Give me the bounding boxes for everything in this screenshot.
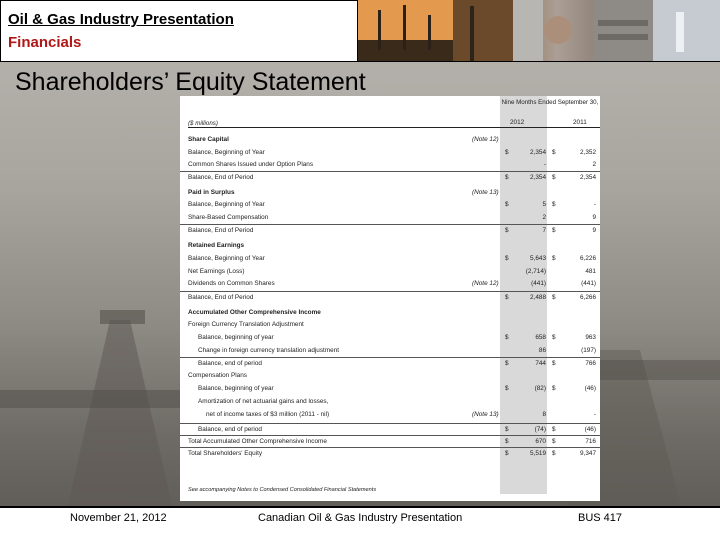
statement-row [180, 240, 600, 252]
row-value-2011: 6,266 [580, 294, 596, 301]
row-value-2012: 2,488 [530, 294, 546, 301]
row-value-2012: 5,643 [530, 255, 546, 262]
row-value-2011: 716 [585, 438, 596, 445]
row-value-2012: 7 [542, 227, 546, 234]
row-label: Balance, beginning of year [198, 334, 274, 341]
row-currency-2011: $ [552, 334, 556, 341]
row-currency-2012: $ [505, 149, 509, 156]
row-value-2012: 5 [542, 201, 546, 208]
statement-row [180, 383, 600, 395]
header-divider [188, 127, 600, 128]
footer-presentation-name: Canadian Oil & Gas Industry Presentation [258, 512, 463, 524]
row-value-2011: 2,354 [580, 174, 596, 181]
statement-row [180, 266, 600, 278]
row-label: Balance, Beginning of Year [188, 149, 265, 156]
footer-date: November 21, 2012 [70, 512, 167, 524]
statement-row [180, 435, 600, 447]
row-value-2011: (441) [581, 280, 596, 287]
row-value-2012: 658 [535, 334, 546, 341]
row-label: Compensation Plans [188, 372, 247, 379]
statement-row [180, 171, 600, 183]
row-value-2011: (197) [581, 347, 596, 354]
row-label: Share Capital [188, 136, 229, 143]
row-currency-2012: $ [505, 201, 509, 208]
equity-statement-document [180, 96, 600, 501]
statement-row [180, 291, 600, 303]
statement-row [180, 278, 600, 290]
row-value-2011: - [593, 201, 596, 208]
row-label: Amortization of net actuarial gains and losses, [198, 398, 329, 405]
statement-row [180, 319, 600, 331]
row-value-2012: 2,354 [530, 174, 546, 181]
row-label: Common Shares Issued under Option Plans [188, 161, 314, 168]
year-2012-header: 2012 [510, 119, 525, 126]
row-currency-2011: $ [552, 294, 556, 301]
row-label: Total Accumulated Other Comprehensive Income [188, 438, 327, 445]
row-value-2011: 2 [592, 161, 596, 168]
statement-footnote: See accompanying Notes to Condensed Consolidated Financial Statements [188, 487, 377, 493]
statement-row [180, 345, 600, 357]
header-title-box [0, 0, 358, 62]
footer-course-code: BUS 417 [578, 512, 623, 524]
section-subtitle: Financials [8, 34, 82, 51]
row-value-2012: 86 [538, 347, 546, 354]
row-label: Balance, End of Period [188, 294, 254, 301]
row-value-2012: 8 [542, 411, 546, 418]
row-value-2012: 5,519 [530, 450, 546, 457]
row-label: Dividends on Common Shares [188, 280, 275, 287]
row-value-2011: (46) [584, 426, 596, 433]
row-value-2011: 9,347 [580, 450, 596, 457]
statement-row [180, 147, 600, 159]
row-label: Balance, End of Period [188, 227, 254, 234]
row-currency-2012: $ [505, 334, 509, 341]
row-label: Share-Based Compensation [188, 214, 269, 221]
statement-row [180, 332, 600, 344]
row-currency-2011: $ [552, 227, 556, 234]
row-value-2011: 9 [592, 214, 596, 221]
row-label: Total Shareholders' Equity [188, 450, 263, 457]
row-currency-2012: $ [505, 438, 509, 445]
row-value-2012: (74) [534, 426, 546, 433]
row-label: net of income taxes of $3 million (2011 - nil) [206, 411, 330, 418]
row-value-2011: 9 [592, 227, 596, 234]
statement-row [180, 159, 600, 171]
row-label: Accumulated Other Comprehensive Income [188, 309, 321, 316]
row-label: Retained Earnings [188, 242, 245, 249]
row-currency-2011: $ [552, 426, 556, 433]
statement-row [180, 409, 600, 421]
row-value-2011: 2,352 [580, 149, 596, 156]
row-label: Balance, end of period [198, 360, 262, 367]
row-currency-2011: $ [552, 201, 556, 208]
row-value-2012: 2,354 [530, 149, 546, 156]
row-label: Balance, beginning of year [198, 385, 274, 392]
row-currency-2012: $ [505, 426, 509, 433]
row-value-2011: - [593, 411, 596, 418]
row-currency-2012: $ [505, 227, 509, 234]
row-currency-2011: $ [552, 450, 556, 457]
row-label: Balance, Beginning of Year [188, 201, 265, 208]
row-label: Change in foreign currency translation adjustment [198, 347, 340, 354]
row-currency-2011: $ [552, 438, 556, 445]
row-value-2012: (441) [531, 280, 546, 287]
row-value-2011: 963 [585, 334, 596, 341]
row-value-2011: (46) [584, 385, 596, 392]
year-2011-header: 2011 [573, 119, 587, 126]
row-currency-2011: $ [552, 149, 556, 156]
row-note: (Note 12) [472, 136, 499, 143]
row-currency-2011: $ [552, 174, 556, 181]
row-value-2011: 481 [585, 268, 596, 275]
row-label: Balance, end of period [198, 426, 262, 433]
row-currency-2011: $ [552, 360, 556, 367]
header-photo-collage [358, 0, 720, 62]
row-value-2012: - [543, 161, 546, 168]
presentation-title: Oil & Gas Industry Presentation [8, 11, 234, 28]
collage-illustration [358, 0, 720, 62]
row-label: Balance, End of Period [188, 174, 254, 181]
statement-row [180, 370, 600, 382]
row-value-2012: 670 [535, 438, 546, 445]
row-value-2012: 744 [535, 360, 546, 367]
statement-row [180, 212, 600, 224]
period-heading: Nine Months Ended September 30, [501, 99, 599, 106]
slide-title: Shareholders’ Equity Statement [15, 68, 366, 96]
statement-row [180, 134, 600, 146]
row-currency-2011: $ [552, 385, 556, 392]
statement-row [180, 307, 600, 319]
row-currency-2012: $ [505, 294, 509, 301]
statement-row [180, 187, 600, 199]
row-note: (Note 13) [472, 411, 499, 418]
row-label: Net Earnings (Loss) [188, 268, 245, 275]
row-label: Foreign Currency Translation Adjustment [188, 321, 304, 328]
statement-row [180, 396, 600, 408]
row-value-2012: (2,714) [525, 268, 546, 275]
statement-row [180, 423, 600, 435]
statement-row [180, 199, 600, 211]
row-note: (Note 12) [472, 280, 499, 287]
row-value-2012: 2 [542, 214, 546, 221]
row-label: Balance, Beginning of Year [188, 255, 265, 262]
row-currency-2012: $ [505, 385, 509, 392]
row-currency-2012: $ [505, 255, 509, 262]
row-currency-2011: $ [552, 255, 556, 262]
row-currency-2012: $ [505, 450, 509, 457]
row-value-2011: 6,226 [580, 255, 596, 262]
row-value-2011: 766 [585, 360, 596, 367]
statement-row [180, 253, 600, 265]
statement-row [180, 224, 600, 236]
statement-row [180, 357, 600, 369]
row-label: Paid in Surplus [188, 189, 235, 196]
row-currency-2012: $ [505, 174, 509, 181]
row-currency-2012: $ [505, 360, 509, 367]
statement-row [180, 447, 600, 459]
slide-footer [0, 506, 720, 540]
row-value-2012: (82) [534, 385, 546, 392]
row-note: (Note 13) [472, 189, 499, 196]
units-label: ($ millions) [188, 120, 218, 127]
